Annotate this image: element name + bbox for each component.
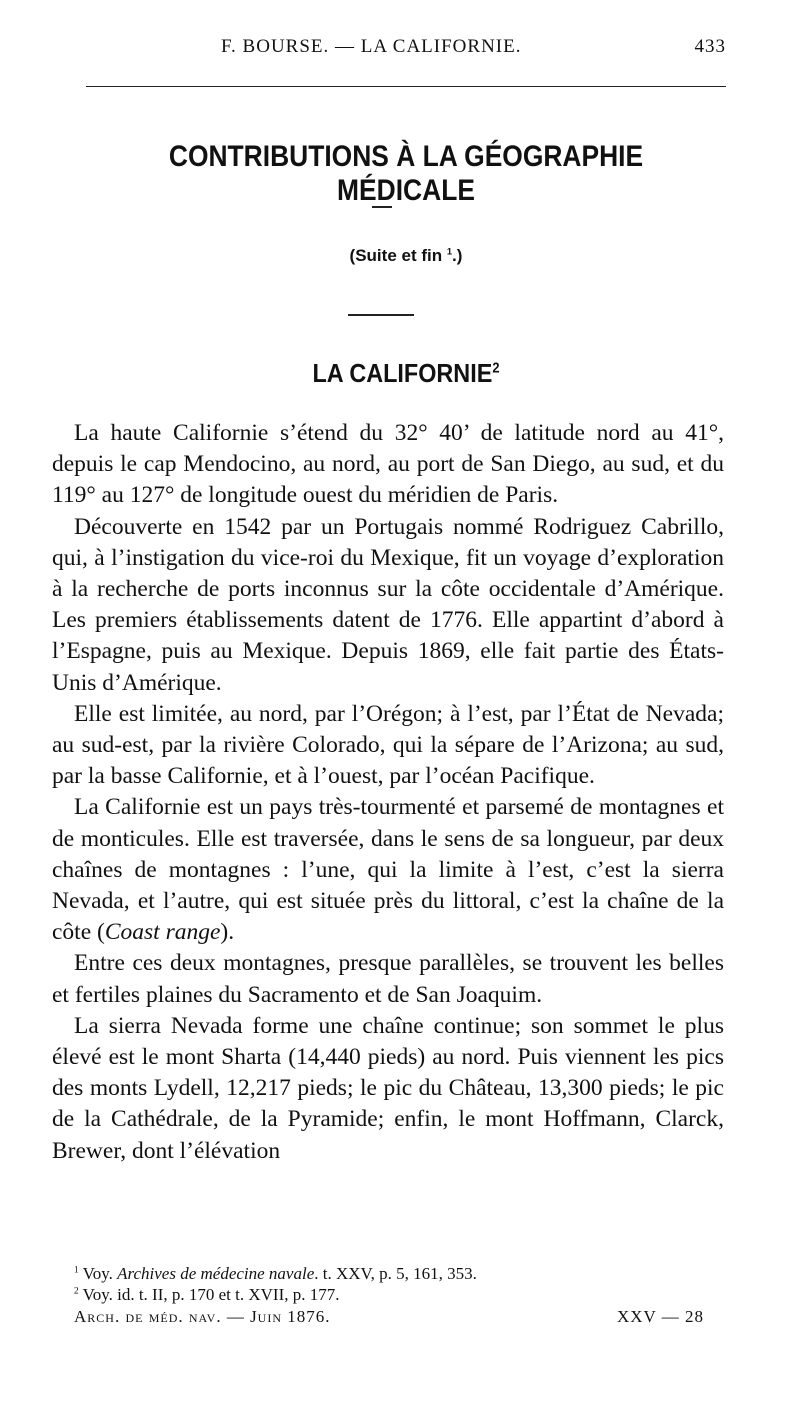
paragraph: Elle est limitée, au nord, par l’Orégon; à l’est, par l’État de Nevada; au sud-est, par la rivière Colorado, qui la sépare de l’Arizona; au sud, par la basse Californie, et à l’ouest, par l’océan Pacifique. bbox=[52, 700, 724, 790]
footnote-text: Voy. bbox=[82, 1264, 118, 1283]
footnotes bbox=[52, 1263, 724, 1305]
body-text bbox=[52, 418, 724, 1167]
footnote-text: . t. XXV, p. 5, 161, 353. bbox=[314, 1264, 477, 1283]
page-footer bbox=[52, 1306, 724, 1330]
section-footnote-mark: 2 bbox=[492, 360, 500, 377]
footnote-text: Voy. id. t. II, p. 170 et t. XVII, p. 177. bbox=[82, 1285, 340, 1304]
subtitle-footnote-mark: 1 bbox=[446, 246, 453, 257]
article-title: CONTRIBUTIONS À LA GÉOGRAPHIE MÉDICALE bbox=[168, 140, 644, 207]
subtitle-text: (Suite et fin bbox=[349, 246, 443, 265]
paragraph-text: La Californie est un pays très-tourmenté et parsemé de montagnes et de monticules. Elle est traversée, dans le sens de sa longueur, par deux chaînes de montagnes : l’une, qui la limite à l’est, c’est la sierra Nevada, et l’autre, qui est située près du littoral, c’est la chaîne de la côte ( bbox=[52, 794, 724, 946]
paragraph: La haute Californie s’étend du 32° 40’ de latitude nord au 41°, depuis le cap Mendocino, au nord, au port de San Diego, au sud, et du 119° au 127° de longitude ouest du méridien de Paris. bbox=[52, 420, 724, 509]
title-dash bbox=[372, 206, 392, 208]
paragraph: Entre ces deux montagnes, presque parallèles, se trouvent les belles et fertiles plaines du Sacramento et de San Joaquim. bbox=[52, 950, 724, 1008]
signature-mark: XXV — 28 bbox=[616, 1307, 704, 1326]
header-rule bbox=[86, 86, 726, 87]
paragraph: La sierra Nevada forme une chaîne continue; son sommet le plus élevé est le mont Sharta (14,440 pieds) au nord. Puis viennent les pics des monts Lydell, 12,217 pieds; le pic du Château, 13,300 pieds; le pic de la Cathédrale, de la Pyramide; enfin, le mont Hoffmann, Clarck, Brewer, dont l’élévation bbox=[52, 1012, 724, 1164]
section-title-text: LA CALIFORNIE bbox=[312, 358, 493, 388]
section-title bbox=[118, 358, 694, 389]
running-head-title: F. BOURSE. — LA CALIFORNIE. bbox=[221, 36, 522, 57]
footnote-mark: 1 bbox=[74, 1265, 79, 1276]
journal-reference: Arch. de méd. nav. — Juin 1876. bbox=[74, 1307, 331, 1326]
subtitle bbox=[86, 246, 726, 266]
paragraph bbox=[52, 792, 724, 948]
paragraph-text: ). bbox=[220, 919, 235, 946]
footnote-2 bbox=[52, 1284, 724, 1305]
footnote-mark: 2 bbox=[74, 1286, 79, 1297]
paragraph: Découverte en 1542 par un Portugais nommé Rodriguez Cabrillo, qui, à l’instigation du vice-roi du Mexique, fit un voyage d’exploration à la recherche de ports inconnus sur la côte occidentale d’Amérique. Les premiers établissements datent de 1776. Elle appartint d’abord à l’Espagne, puis au Mexique. Depuis 1869, elle fait partie des États-Unis d’Amérique. bbox=[52, 513, 724, 696]
section-rule bbox=[348, 314, 414, 316]
footnote-italic: Archives de médecine navale bbox=[117, 1264, 315, 1283]
italic-term: Coast range bbox=[104, 919, 221, 946]
subtitle-close: .) bbox=[452, 246, 463, 265]
footnote-1 bbox=[52, 1263, 724, 1284]
running-head bbox=[86, 36, 726, 66]
page-number: 433 bbox=[694, 36, 726, 57]
